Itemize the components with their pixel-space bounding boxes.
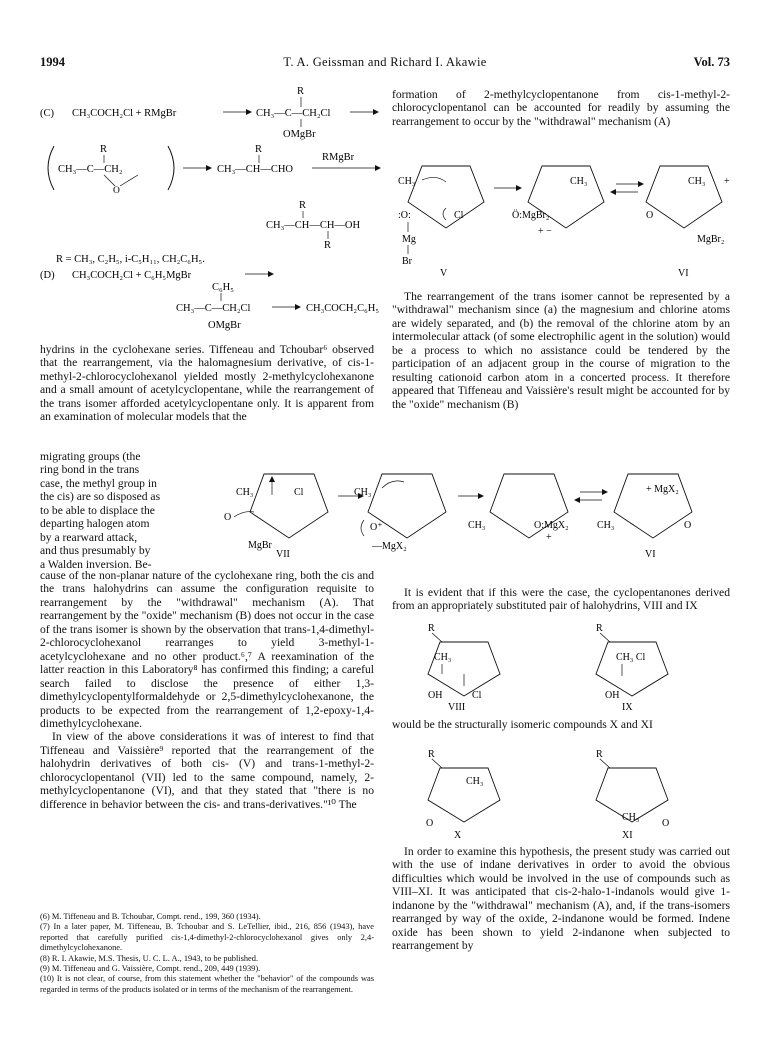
svg-text:Ö:MgBr₂: Ö:MgBr₂ <box>512 210 550 221</box>
label-v: V <box>440 268 448 279</box>
scheme-c-omgbr: OMgBr <box>283 129 316 140</box>
paragraph: cause of the non-planar nature of the cyclohexane ring, both the cis and the trans halohydrins can assume the configuration requisite to rearrangement by the "withdrawal" mechanism (A). That rearrangement by the "oxide" mechanism (B) does not occur in the case of the trans isomer is shown by the observation that trans-1,4-dimethyl-2-chlorocyclohexanol rearranges to yield 3-methyl-1-acetylcyclohexane and no other product.⁶,⁷ A reexamination of the latter reaction in this Laboratory⁸ has confirmed this finding; a careful search failed to disclose the presence of either 1,3-dimethylcyclopentylformaldehyde or 2,5-dimethylcyclohexanone, the products to be expected from the rearrangement of 1,2-epoxy-1,4-dimethylcyclohexane. <box>40 569 374 730</box>
right-column-mid <box>392 290 730 411</box>
scheme-d-eq1: CH₃COCH₂Cl + C₆H₅MgBr <box>72 270 192 281</box>
svg-text:MgBr: MgBr <box>248 540 272 551</box>
svg-text:O: O <box>224 512 232 523</box>
svg-text:CH₃: CH₃ <box>466 776 484 787</box>
ring-ix <box>596 642 668 696</box>
scheme-c-epox: CH₃—C—CH₂ <box>58 164 123 175</box>
footnote: (6) M. Tiffeneau and B. Tchoubar, Compt. rend., 199, 360 (1934). <box>40 912 261 921</box>
right-column-top <box>392 88 730 128</box>
arrow-head <box>246 109 252 115</box>
structures-viii-ix <box>400 622 720 712</box>
footnote: (9) M. Tiffeneau and G. Vaissière, Compt. rend., 209, 449 (1939). <box>40 964 261 974</box>
svg-text:Cl: Cl <box>472 690 482 701</box>
svg-text:R: R <box>596 623 603 634</box>
running-title: T. A. Geissman and Richard I. Akawie <box>283 55 487 69</box>
ring-viii <box>428 642 500 696</box>
svg-text:—MgX₂: —MgX₂ <box>372 541 407 552</box>
scheme-c-alc: CH₃—CH—CH—OH <box>266 220 361 231</box>
running-header <box>40 55 730 71</box>
svg-text:CH₃ Cl: CH₃ Cl <box>616 652 646 663</box>
arrow-head <box>373 109 379 115</box>
svg-text::O:: :O: <box>398 210 411 221</box>
label-viii: VIII <box>448 702 466 713</box>
svg-text:+ MgX₂: + MgX₂ <box>646 484 679 495</box>
left-column-top <box>40 343 374 424</box>
svg-text:O: O <box>426 818 434 829</box>
svg-text:CH₃: CH₃ <box>570 176 588 187</box>
footnote: (8) R. I. Akawie, M.S. Thesis, U. C. L. A., 1943, to be published. <box>40 953 259 963</box>
paragraph: formation of 2-methylcyclopentanone from cis-1-methyl-2-chlorocyclopentanol can be accounted for readily by assuming the rearrangement to occur by the "withdrawal" mechanism (A) <box>392 88 730 128</box>
scheme-d-label: (D) <box>40 270 55 281</box>
svg-text:O:MgX₂: O:MgX₂ <box>534 520 569 531</box>
label-ix: IX <box>622 702 633 713</box>
svg-text:Br: Br <box>402 256 412 267</box>
paragraph: It is evident that if this were the case, the cyclopentanones derived from an appropriately substituted pair of halohydrins, VIII and IX <box>392 586 730 613</box>
scheme-d-prod: CH₃COCH₂C₆H₅ <box>306 303 379 314</box>
arrow-head <box>295 304 301 310</box>
arrow-head <box>206 165 212 171</box>
svg-text:CH₃: CH₃ <box>622 812 640 823</box>
arrow-head <box>375 165 381 171</box>
svg-text:MgBr₂: MgBr₂ <box>697 234 725 245</box>
label-vi: VI <box>645 549 656 560</box>
left-column-bottom <box>40 569 374 811</box>
scheme-c-alc-r2: R <box>324 240 332 251</box>
svg-text:OH: OH <box>428 690 443 701</box>
volume-label: Vol. 73 <box>693 55 730 69</box>
scheme-c-label: (C) <box>40 108 54 119</box>
right-column-4 <box>392 845 730 953</box>
wrap-line: departing halogen atom <box>40 517 150 531</box>
paragraph: In order to examine this hypothesis, the present study was carried out with the use of indane derivatives in order to avoid the obvious difficulties which would be involved in the use of compounds such as VIII–XI. It was anticipated that cis-2-halo-1-indanols would give 1-indanone by the "withdrawal" mechanism (A), and, if the trans-isomers rearranged by way of the oxide, 2-indanone would be formed. Indene oxide has been shown to yield 2-indanone when subjected to rearrangement by <box>392 845 730 953</box>
ring-x <box>428 768 500 822</box>
arrow-head <box>268 271 274 277</box>
svg-text:+: + <box>546 532 552 543</box>
svg-text:Mg: Mg <box>402 234 416 245</box>
left-wrap-text <box>40 450 240 571</box>
svg-text:CH₃: CH₃ <box>434 652 452 663</box>
right-column-2 <box>392 586 730 613</box>
scheme-d-c6h5: C₆H₅ <box>212 282 234 293</box>
paren-left <box>48 146 54 190</box>
svg-text:CH₃: CH₃ <box>597 520 615 531</box>
wrap-line: the cis) are so disposed as <box>40 490 161 504</box>
scheme-c-rmgbr: RMgBr <box>322 152 355 163</box>
label-vii: VII <box>276 549 290 560</box>
wrap-line: ring bond in the trans <box>40 463 140 477</box>
label-x: X <box>454 830 462 841</box>
page-number: 1994 <box>40 55 65 69</box>
paragraph: would be the structurally isomeric compounds X and XI <box>392 718 653 731</box>
svg-text:OH: OH <box>605 690 620 701</box>
scheme-c-r-top: R <box>297 86 305 97</box>
label-vi: VI <box>678 268 689 279</box>
svg-text:O⁺: O⁺ <box>370 522 383 533</box>
svg-text:CH₃: CH₃ <box>468 520 486 531</box>
ring-vi-a <box>646 166 722 228</box>
svg-text:O: O <box>662 818 670 829</box>
scheme-d-mid: CH₃—C—CH₂Cl <box>176 303 251 314</box>
ring-vii <box>250 474 328 538</box>
scheme-d-omgbr: OMgBr <box>208 320 241 331</box>
wrap-line: case, the methyl group in <box>40 476 157 490</box>
wrap-line: to be able to displace the <box>40 503 155 517</box>
scheme-c-epox-r: R <box>100 144 108 155</box>
ring-v <box>408 166 484 228</box>
scheme-a <box>392 152 732 282</box>
footnotes <box>40 912 374 995</box>
footnote: (10) It is not clear, of course, from this statement whether the "behavior" of the compounds was regarded in terms of the products isolated or in terms of the mechanism of the rearrangement. <box>40 974 374 994</box>
scheme-b <box>224 460 732 580</box>
svg-text:O: O <box>646 210 654 221</box>
scheme-c-ald: CH₃—CH—CHO <box>217 164 294 175</box>
scheme-c-eq1-left: CH₃COCH₂Cl + RMgBr <box>72 108 177 119</box>
wrap-line: by a rearward attack, <box>40 530 138 544</box>
wrap-line: and thus presumably by <box>40 544 151 558</box>
svg-text:+ −: + − <box>538 226 552 237</box>
scheme-c-d <box>40 80 385 330</box>
svg-text:Cl: Cl <box>294 487 304 498</box>
svg-text:R: R <box>428 623 435 634</box>
structures-x-xi <box>400 748 720 841</box>
scheme-c-ald-r: R <box>255 144 263 155</box>
svg-text:R: R <box>596 749 603 760</box>
label-xi: XI <box>622 830 633 841</box>
svg-text:O: O <box>684 520 692 531</box>
svg-text:O: O <box>113 186 120 196</box>
scheme-c-alc-r1: R <box>299 200 307 211</box>
svg-text:CH₃: CH₃ <box>398 176 416 187</box>
svg-text:Cl: Cl <box>454 210 464 221</box>
wrap-line: a Walden inversion. Be- <box>40 557 152 571</box>
scheme-c-eq1-right: CH₃—C—CH₂Cl <box>256 108 331 119</box>
paragraph: In view of the above considerations it was of interest to find that Tiffeneau and Vaissière⁹ reported that the rearrangement of the halohydrin derivatives of both cis- (V) and trans-1-methyl-2-chlorocyclopentanol (VII) led to the same compound, namely, 2-methylcyclopentanone (VI), and that they stated that "there is no difference in behavior between the cis- and trans-derivatives."¹⁰ The <box>40 730 374 811</box>
svg-text:CH₃: CH₃ <box>354 487 372 498</box>
svg-text:CH₃: CH₃ <box>236 487 254 498</box>
footnote: (7) In a later paper, M. Tiffeneau, B. Tchoubar and S. LeTellier, ibid., 216, 856 (1943), have reported that carefully purified cis-1,4-dimethyl-2-chlorocyclohexanol gives only 2,4-dimethylcyclohexanone. <box>40 922 374 953</box>
scheme-c-r-def: R = CH₃, C₂H₅, i-C₅H₁₁, CH₂C₆H₅. <box>56 254 205 265</box>
paragraph: The rearrangement of the trans isomer cannot be represented by a "withdrawal" mechanism since (a) the magnesium and chlorine atoms are widely separated, and (b) the removal of the chlorine atom by an intermolecular attack (of some electrophilic agent in the solution) would be a process to which no assistance could be tendered by the participation of an adjacent group in the course of migration to the resulting cationoid carbon atom in a concerted process. It therefore appeared that Tiffeneau and Vaissière's result might be accounted for by the "oxide" mechanism (B) <box>392 290 730 411</box>
svg-text:+: + <box>724 176 730 187</box>
right-column-3 <box>392 718 730 731</box>
svg-text:CH₃: CH₃ <box>688 176 706 187</box>
paren-right <box>168 146 174 190</box>
paragraph: hydrins in the cyclohexane series. Tiffeneau and Tchoubar⁶ observed that the rearrangement, via the halomagnesium derivative, of cis-1-methyl-2-chlorocyclohexanol yielded mostly 2-methylcyclohexanone and a small amount of acetylcyclopentane, while the rearrangement of the trans isomer afforded acetylcyclopentane only. It is apparent from an examination of molecular models that the <box>40 343 374 424</box>
svg-text:R: R <box>428 749 435 760</box>
wrap-line: migrating groups (the <box>40 450 141 463</box>
